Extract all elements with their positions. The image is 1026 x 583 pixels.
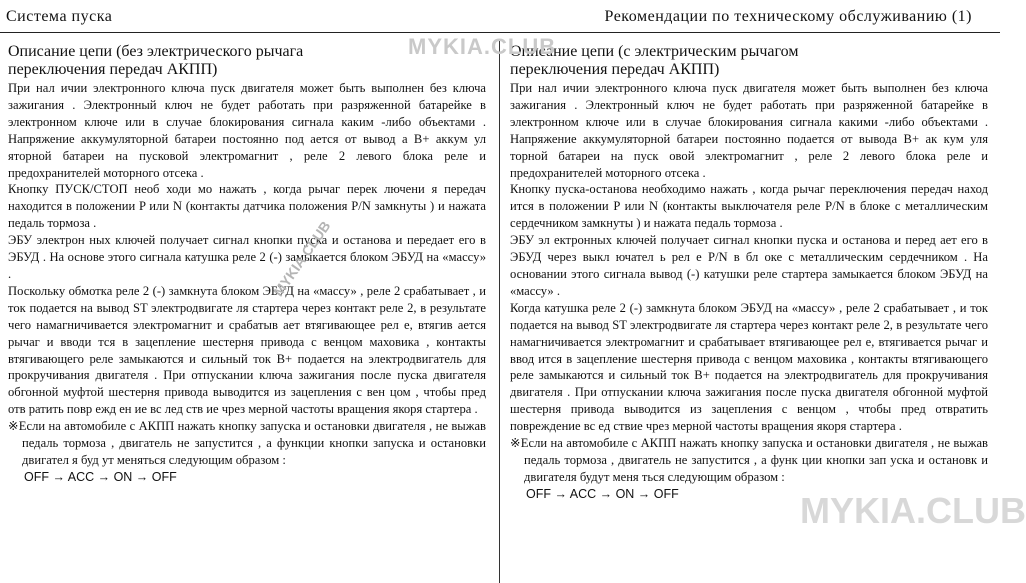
right-paragraph-3: ЭБУ эл ектронных ключей получает сигнал кнопки пуска и останова и перед ает его в ЭБУД через выкл ючател ь рел е P/N в бл оке с металлическим сердечником . На основании этого сигнала вывод (-) катушки реле стартера замыкается блоком ЭБУД на «массу» . xyxy=(510,233,988,298)
left-paragraph-2: Кнопку ПУСК/СТОП необ ходи мо нажать , когда рычаг перек лючени я передач находится в положении P или N (контакты датчика положения P/N замкнуты ) и нажата педаль тормоза . xyxy=(8,182,486,231)
column-divider xyxy=(499,40,500,583)
section-title: Система пуска xyxy=(6,8,113,25)
left-paragraph-4: Поскольку обмотка реле 2 (-) замкнута блоком ЭБУД на «массу» , реле 2 срабатывает , и ток подается на вывод ST электродвигате ля стартера через контакт реле 2, в результате чего намагничивается электромагнит и срабатыв ает втягивающее рел е, втягив ается рычаг и вводи тся в зацепление шестерня привода с венцом маховика , контакты втягивающего реле замыкаются и сильный ток B+ подается на электродвигатель для прокручивания двигателя . При отпускании ключа зажигания после пуска двигателя обгонной муфтой шестерня привода выводится из зацепления с вен цом , чтобы пред отв ратить повр ежд ен ие вс лед ств ие чрез мерной частоты вращения якоря стартера . xyxy=(8,283,486,417)
left-column xyxy=(8,44,486,486)
left-note: ※Если на автомобиле с АКПП нажать кнопку запуска и остановки двигателя , не выжав педаль тормоза , двигатель не запустится , а функции кнопки запуска и остановки двигател я буд ут меняться следующим образом : xyxy=(8,419,486,467)
right-paragraph-2: Кнопку пуска-останова необходимо нажать , когда рычаг переключения передач наход ится в положении P или N (контакты выключателя реле P/N в блоке с металлическим сердечником замкнуты ) и нажата педаль тормоза . xyxy=(510,182,988,231)
watermark-middle: MYKIA.CLUB xyxy=(270,218,334,300)
watermark-top: MYKIA.CLUB xyxy=(408,34,557,59)
right-paragraph-4: Когда катушка реле 2 (-) замкнута блоком ЭБУД на «массу» , реле 2 срабатывает , и ток подается на вывод ST электродвигате ля стартера через контакт реле 2, в результате чего намагничивается электромагнит и срабатывает втягивающее рел е, втягивается рычаг и ввод ится в зацепление шестерня привода с венцом маховика , контакты втягивающего реле замыкаются и сильный ток B+ подается на электродвигатель для прокручивания двигателя . При отпускании ключа зажигания после пуска двигателя обгонной муфтой шестерня привода выводится из зацепления с венцом , чтобы пред отвратить повреждение вс ед ствие чрез мерной частоты вращения якоря стартера . xyxy=(510,300,988,434)
left-paragraph-1: При нал ичии электронного ключа пуск двигателя может быть выполнен без ключа зажигания . Электронный ключ не будет работать при разряженной батарейке в электронном ключе или в случае блокирования сигнала каким -либо объектами . Напряжение аккумуляторной батареи постоянно под ается от вывод а B+ аккум ул яторной батареи на пусковой электромагнит , реле 2 левого блока реле и предохранителей моторного отсека . xyxy=(8,81,486,180)
left-sequence: OFF → ACC → ON → OFF xyxy=(24,469,177,484)
watermark-bottom: MYKIA.CLUB xyxy=(800,490,1026,531)
left-column-title-line1: Описание цепи (без электрического рычага xyxy=(8,43,304,60)
right-paragraph-1: При нал ичии электронного ключа пуск двигателя может быть выполнен без ключа зажигания . Электронный ключ не будет работать при разряженной батарейке в электронном ключе или в случае блокирования сигнала какими -либо объектами . Напряжение аккумуляторной батареи постоянно подается от вывода B+ ак кум уля торной батареи на пуск овой электромагнит , реле 2 левого блока реле и предохранителей моторного отсека . xyxy=(510,81,988,180)
right-column-title-line2: переключения передач АКПП) xyxy=(510,61,720,78)
right-column-title-line1: Описание цепи (с электрическим рычагом xyxy=(510,43,799,60)
left-column-title-line2: переключения передач АКПП) xyxy=(8,61,218,78)
page-header xyxy=(0,0,1000,33)
left-paragraph-3: ЭБУ электрон ных ключей получает сигнал кнопки пуска и останова и передает его в ЭБУД . На основе этого сигнала катушка реле 2 (-) замыкается блоком ЭБУД на «массу» . xyxy=(8,233,486,281)
chapter-title: Рекомендации по техническому обслуживанию (1) xyxy=(604,8,972,25)
right-note: ※Если на автомобиле с АКПП нажать кнопку запуска и остановки двигателя , не выжав педаль тормоза , двигатель не запустится , а функ ции кнопки зап уска и остановк и двигателя будут меня ться следующим образом : xyxy=(510,436,988,484)
right-column xyxy=(510,44,988,503)
right-sequence: OFF → ACC → ON → OFF xyxy=(526,486,679,501)
